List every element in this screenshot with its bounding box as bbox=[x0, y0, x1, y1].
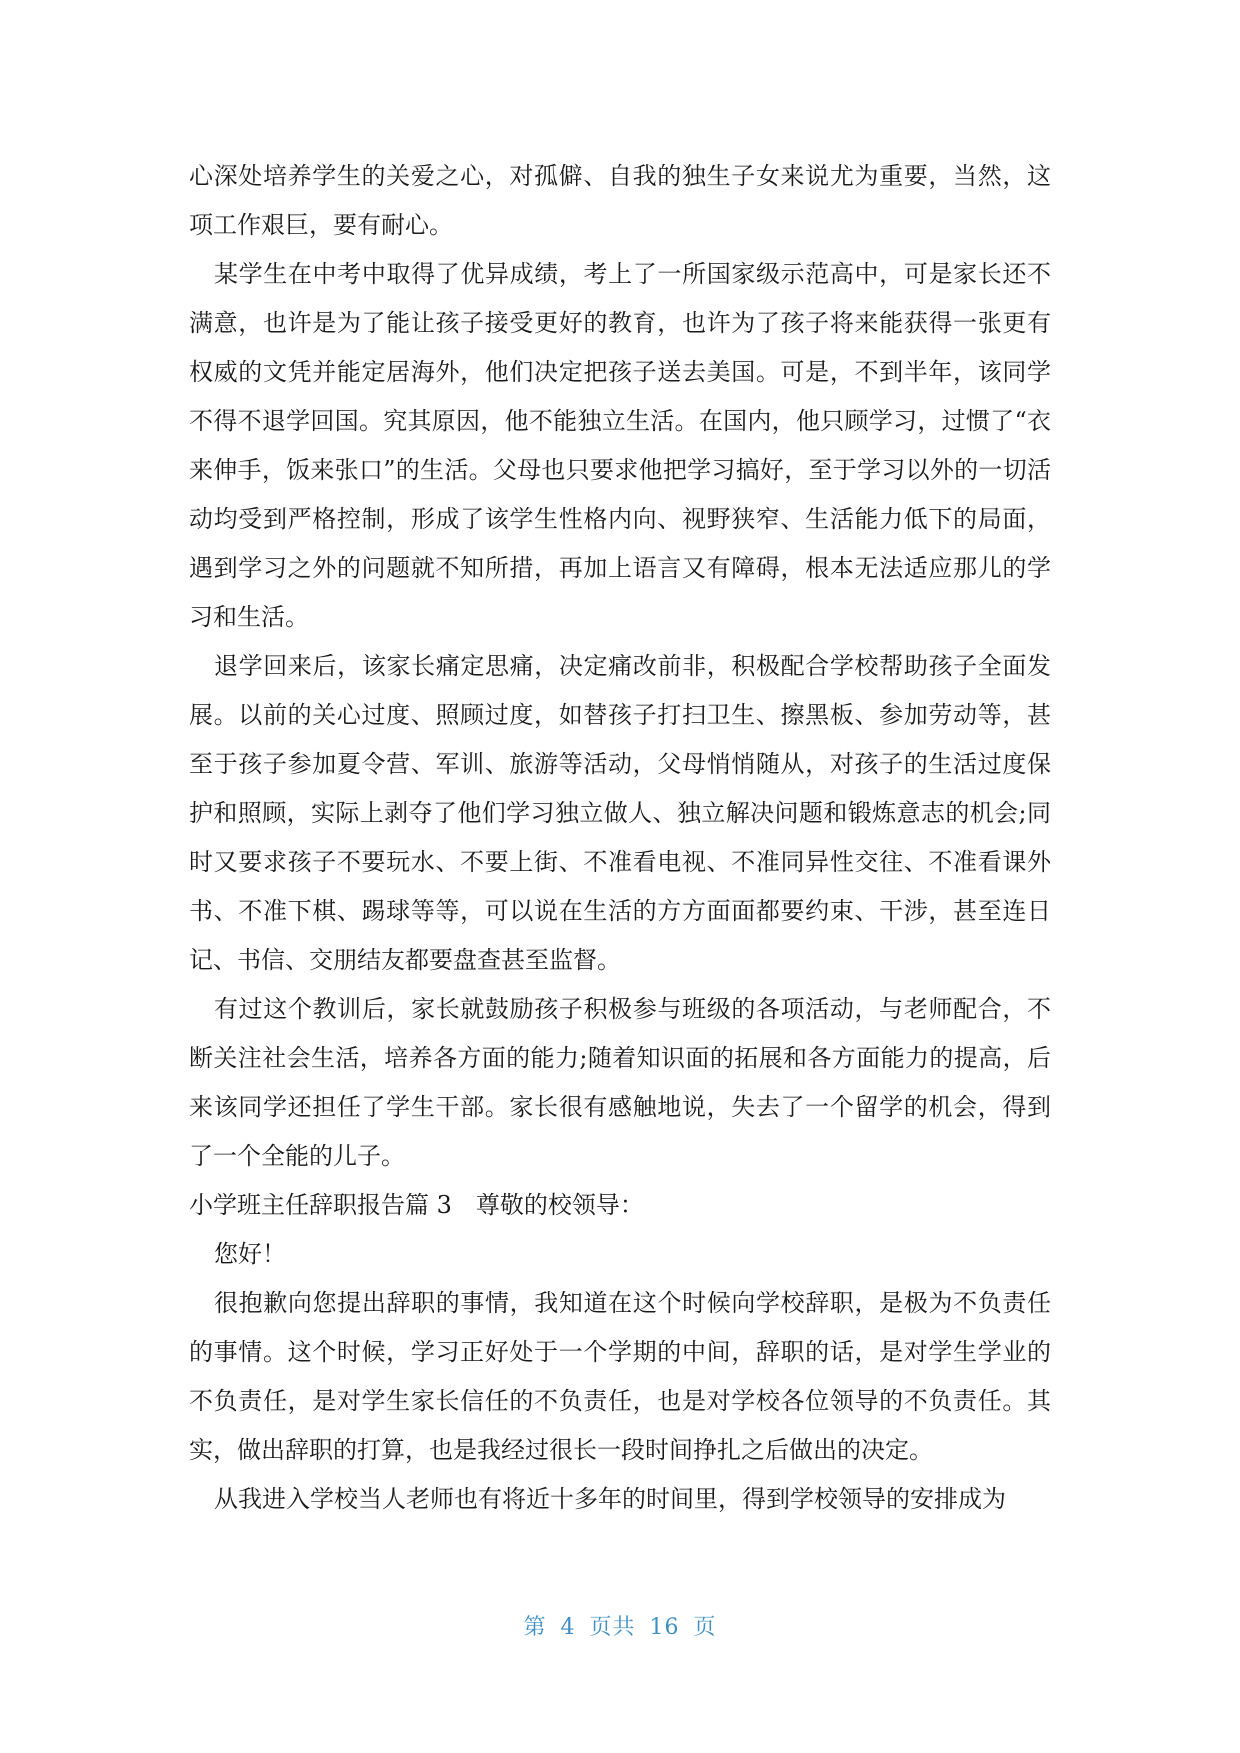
letter-paragraph-2: 从我进入学校当人老师也有将近十多年的时间里，得到学校领导的安排成为 bbox=[214, 1485, 1006, 1513]
section-heading bbox=[189, 1181, 1051, 1230]
greeting: 您好！ bbox=[214, 1240, 286, 1268]
page-label-mid: 页共 bbox=[589, 1615, 636, 1640]
page-label-suffix: 页 bbox=[693, 1615, 717, 1640]
paragraph-2: 某学生在中考中取得了优异成绩，考上了一所国家级示范高中，可是家长还不满意，也许是为了能让孩子接受更好的教育，也许为了孩子将来能获得一张更有权威的文凭并能定居海外，他们决定把孩子送去美国。可是，不到半年，该同学不得不退学回国。究其原因，他不能独立生活。在国内，他只顾学习，过惯了“衣来伸手，饭来张口”的生活。父母也只要求他把学习搞好，至于学习以外的一切活动均受到严格控制，形成了该学生性格内向、视野狭窄、生活能力低下的局面，遇到学习之外的问题就不知所措，再加上语言又有障碍，根本无法适应那儿的学习和生活。 bbox=[189, 260, 1051, 631]
page-footer bbox=[0, 1610, 1240, 1641]
paragraph-3: 退学回来后，该家长痛定思痛，决定痛改前非，积极配合学校帮助孩子全面发展。以前的关心过度、照顾过度，如替孩子打扫卫生、擦黑板、参加劳动等，甚至于孩子参加夏令营、军训、旅游等活动，父母悄悄随从，对孩子的生活过度保护和照顾，实际上剥夺了他们学习独立做人、独立解决问题和锻炼意志的机会;同时又要求孩子不要玩水、不要上街、不准看电视、不准同异性交往、不准看课外书、不准下棋、踢球等等，可以说在生活的方方面面都要约束、干涉，甚至连日记、书信、交朋结友都要盘查甚至监督。 bbox=[189, 652, 1051, 974]
document-body bbox=[189, 152, 1051, 1524]
paragraph-1: 心深处培养学生的关爱之心，对孤僻、自我的独生子女来说尤为重要，当然，这项工作艰巨，要有耐心。 bbox=[189, 162, 1051, 239]
letter-paragraph-1: 很抱歉向您提出辞职的事情，我知道在这个时候向学校辞职，是极为不负责任的事情。这个时候，学习正好处于一个学期的中间，辞职的话，是对学生学业的不负责任，是对学生家长信任的不负责任，也是对学校各位领导的不负责任。其实，做出辞职的打算，也是我经过很长一段时间挣扎之后做出的决定。 bbox=[189, 1289, 1051, 1464]
page-label-prefix: 第 bbox=[523, 1615, 547, 1640]
paragraph-4: 有过这个教训后，家长就鼓励孩子积极参与班级的各项活动，与老师配合，不断关注社会生活，培养各方面的能力;随着知识面的拓展和各方面能力的提高，后来该同学还担任了学生干部。家长很有感触地说，失去了一个留学的机会，得到了一个全能的儿子。 bbox=[189, 995, 1051, 1170]
total-pages-number: 16 bbox=[649, 1615, 680, 1640]
current-page-number: 4 bbox=[560, 1615, 576, 1640]
salutation: 尊敬的校领导： bbox=[475, 1191, 644, 1219]
section-title: 小学班主任辞职报告篇 3 bbox=[189, 1191, 452, 1219]
